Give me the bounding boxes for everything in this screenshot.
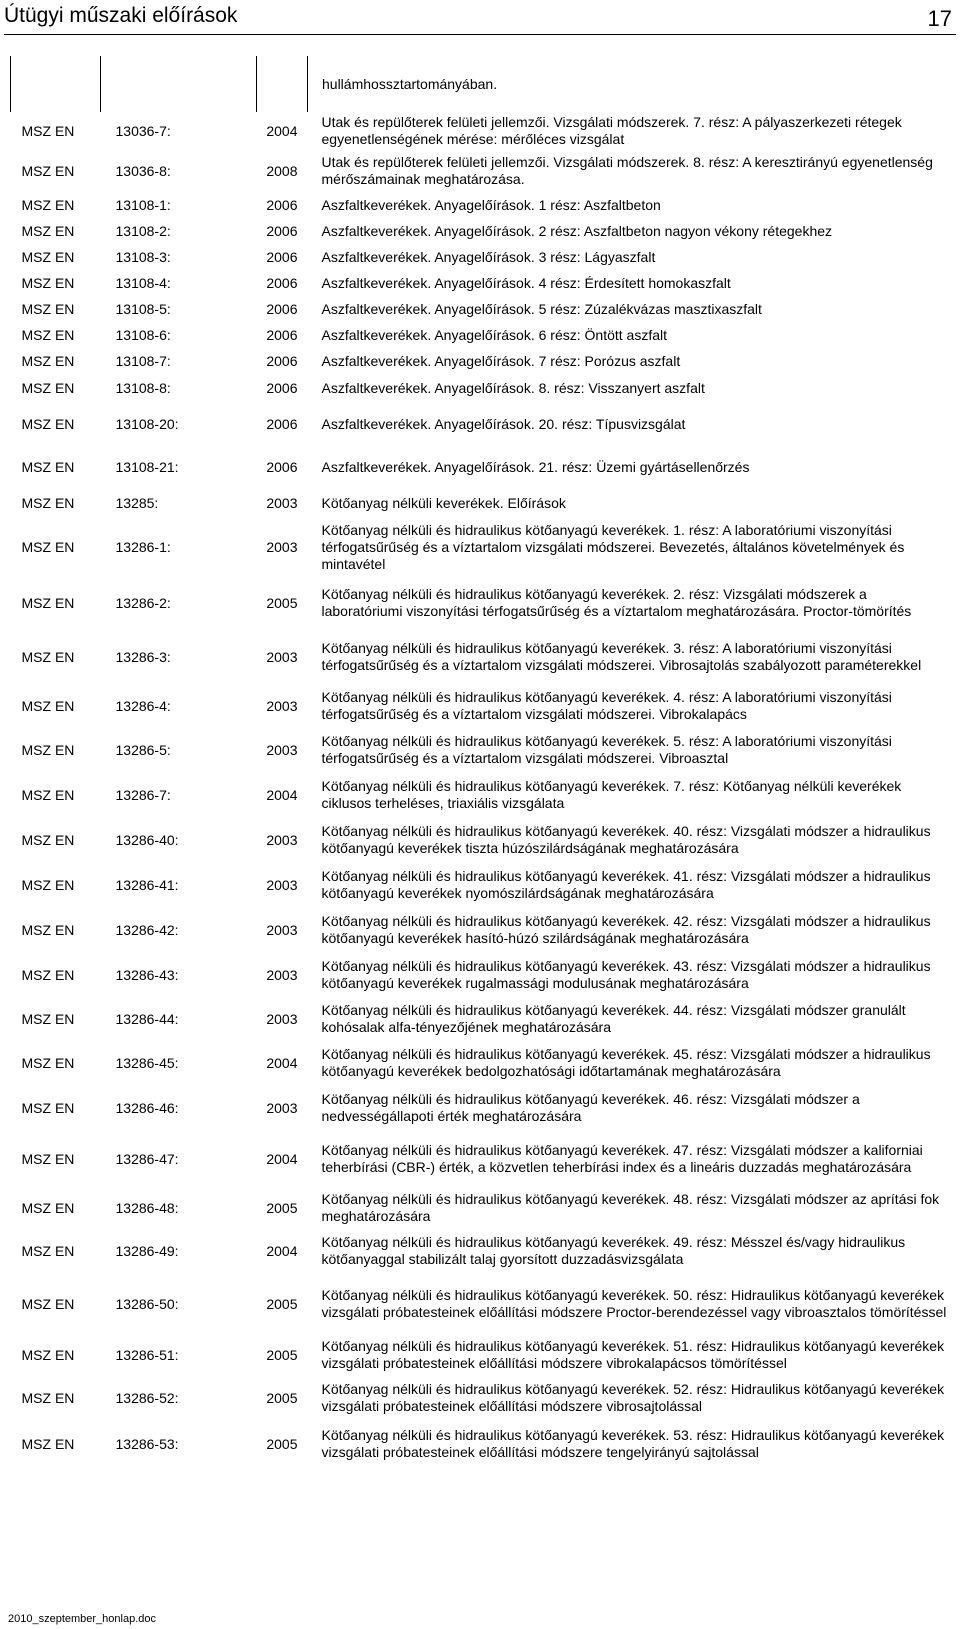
table-row (11, 488, 953, 518)
standard-year: 2005 (266, 1199, 298, 1216)
standard-number: 13286-5: (115, 741, 171, 758)
standard-prefix: MSZ EN (21, 1242, 75, 1259)
table-row (11, 56, 953, 112)
standard-year: 2005 (266, 594, 298, 611)
table-row (11, 322, 953, 348)
table-row (11, 348, 953, 374)
standard-number: 13286-53: (115, 1435, 179, 1452)
table-row (11, 1420, 953, 1468)
standard-prefix: MSZ EN (21, 1199, 75, 1216)
table-row (11, 862, 953, 908)
standard-description: Kötőanyag nélküli és hidraulikus kötőanyagú keverékek. 53. rész: Hidraulikus kötőanyagú keverékek vizsgálati próbatesteinek előállítási módszere tengelyirányú sajtolással (321, 1427, 945, 1460)
standard-description: Aszfaltkeverékek. Anyagelőírások. 4 rész: Érdesített homokaszfalt (321, 274, 731, 291)
table-row (11, 1334, 953, 1376)
table-row (11, 576, 953, 630)
table-row (11, 772, 953, 818)
standard-description: Kötőanyag nélküli és hidraulikus kötőanyagú keverékek. 47. rész: Vizsgálati módszer a kaliforniai teherbírási (CBR-) érték, a közvetlen teherbírási index és a lineáris duzzadás meghatározására (321, 1142, 923, 1175)
standard-number: 13286-49: (115, 1242, 179, 1259)
standard-description: Aszfaltkeverékek. Anyagelőírások. 2 rész: Aszfaltbeton nagyon vékony rétegekhez (321, 222, 833, 239)
standard-description: Kötőanyag nélküli és hidraulikus kötőanyagú keverékek. 5. rész: A laboratóriumi viszonyítási térfogatsűrűség és a víztartalom vizsgálati módszerei. Vibroasztal (321, 733, 892, 766)
standard-number: 13286-40: (115, 831, 179, 848)
standard-number: 13286-45: (115, 1054, 179, 1071)
standard-prefix: MSZ EN (21, 1010, 75, 1027)
table-row (11, 998, 953, 1040)
standard-prefix: MSZ EN (21, 196, 75, 213)
standard-number: 13286-46: (115, 1099, 179, 1116)
standard-description: Aszfaltkeverékek. Anyagelőírások. 7 rész: Porózus aszfalt (321, 352, 681, 369)
standard-prefix: MSZ EN (21, 494, 75, 511)
standard-year: 2003 (266, 648, 298, 665)
standard-number: 13286-2: (115, 594, 171, 611)
standard-year: 2004 (266, 1150, 298, 1167)
standard-year: 2008 (266, 162, 298, 179)
standard-prefix: MSZ EN (21, 1099, 75, 1116)
standard-number: 13286-4: (115, 697, 171, 714)
standard-prefix: MSZ EN (21, 594, 75, 611)
table-row (11, 1130, 953, 1188)
table-row (11, 630, 953, 684)
standard-year: 2003 (266, 494, 298, 511)
standard-year: 2003 (266, 921, 298, 938)
standard-number: 13286-43: (115, 966, 179, 983)
standard-prefix: MSZ EN (21, 300, 75, 317)
table-row (11, 952, 953, 998)
standard-number: 13286-44: (115, 1010, 179, 1027)
standard-year: 2003 (266, 697, 298, 714)
page-number: 17 (927, 6, 952, 31)
standard-number: 13286-41: (115, 876, 179, 893)
table-row (11, 270, 953, 296)
standard-description: Kötőanyag nélküli és hidraulikus kötőanyagú keverékek. 50. rész: Hidraulikus kötőanyagú keverékek vizsgálati próbatesteinek előállítási módszere Proctor-berendezéssel vagy vibroasztalos tömörítéssel (321, 1287, 947, 1320)
standard-year: 2005 (266, 1435, 298, 1452)
table-row (11, 1086, 953, 1130)
standard-description: Aszfaltkeverékek. Anyagelőírások. 5 rész: Zúzalékvázas masztixaszfalt (321, 300, 762, 317)
standard-number: 13286-51: (115, 1346, 179, 1363)
standard-year: 2006 (266, 326, 298, 343)
standard-year: 2006 (266, 222, 298, 239)
standard-description: Aszfaltkeverékek. Anyagelőírások. 20. rész: Típusvizsgálat (321, 415, 686, 432)
standard-number: 13286-3: (115, 648, 171, 665)
standard-description: Kötőanyag nélküli és hidraulikus kötőanyagú keverékek. 1. rész: A laboratóriumi viszonyítási térfogatsűrűség és a víztartalom vizsgálati módszerei. Bevezetés, általános követelmények és mintavétel (321, 521, 905, 572)
standard-prefix: MSZ EN (21, 538, 75, 555)
standard-prefix: MSZ EN (21, 1435, 75, 1452)
standard-prefix: MSZ EN (21, 831, 75, 848)
standard-year: 2006 (266, 379, 298, 396)
standard-description: Kötőanyag nélküli keverékek. Előírások (321, 494, 566, 511)
standard-year: 2005 (266, 1389, 298, 1406)
standard-number: 13286-50: (115, 1295, 179, 1312)
standard-prefix: MSZ EN (21, 876, 75, 893)
table-row (11, 1274, 953, 1334)
table-row (11, 192, 953, 218)
table-row (11, 112, 953, 150)
standard-description: Kötőanyag nélküli és hidraulikus kötőanyagú keverékek. 40. rész: Vizsgálati módszer a hidraulikus kötőanyagú keverékek tiszta húzószilárdságának meghatározására (321, 823, 931, 856)
standard-description: Utak és repülőterek felületi jellemzői. Vizsgálati módszerek. 7. rész: A pályaszerkezeti rétegek egyenetlenségének mérése: mérőléces vizsgálat (321, 114, 902, 147)
standard-prefix: MSZ EN (21, 966, 75, 983)
standard-year: 2003 (266, 876, 298, 893)
standard-description: Kötőanyag nélküli és hidraulikus kötőanyagú keverékek. 48. rész: Vizsgálati módszer az aprítási fok meghatározására (321, 1191, 940, 1224)
standard-number: 13108-21: (115, 458, 179, 475)
standard-number: 13108-8: (115, 379, 171, 396)
standard-number: 13108-4: (115, 274, 171, 291)
table-row (11, 818, 953, 862)
standard-number (101, 56, 257, 112)
standard-year: 2006 (266, 458, 298, 475)
standard-year: 2004 (266, 786, 298, 803)
standard-description: Aszfaltkeverékek. Anyagelőírások. 8. rész: Visszanyert aszfalt (321, 379, 705, 396)
standard-prefix: MSZ EN (21, 786, 75, 803)
page-header (4, 2, 956, 35)
standard-year (257, 56, 308, 112)
standard-description: Kötőanyag nélküli és hidraulikus kötőanyagú keverékek. 52. rész: Hidraulikus kötőanyagú keverékek vizsgálati próbatesteinek előállítási módszere vibrosajtolással (321, 1381, 945, 1414)
standard-year: 2004 (266, 122, 298, 139)
standard-prefix: MSZ EN (21, 1295, 75, 1312)
standards-table (10, 56, 952, 1468)
standard-description: Aszfaltkeverékek. Anyagelőírások. 21. rész: Üzemi gyártásellenőrzés (321, 458, 750, 475)
standard-number: 13108-1: (115, 196, 171, 213)
table-row (11, 1228, 953, 1274)
standard-description: Kötőanyag nélküli és hidraulikus kötőanyagú keverékek. 4. rész: A laboratóriumi viszonyítási térfogatsűrűség és a víztartalom vizsgálati módszerei. Vibrokalapács (321, 689, 892, 722)
standard-prefix: MSZ EN (21, 741, 75, 758)
standard-number: 13108-2: (115, 222, 171, 239)
standard-description: Kötőanyag nélküli és hidraulikus kötőanyagú keverékek. 51. rész: Hidraulikus kötőanyagú keverékek vizsgálati próbatesteinek előállítási módszere vibrokalapácsos tömörítéssel (321, 1338, 945, 1371)
standard-year: 2003 (266, 1099, 298, 1116)
standard-description: Aszfaltkeverékek. Anyagelőírások. 3 rész: Lágyaszfalt (321, 248, 656, 265)
standard-year: 2004 (266, 1054, 298, 1071)
table-row (11, 1376, 953, 1420)
table-row (11, 244, 953, 270)
standard-description: Kötőanyag nélküli és hidraulikus kötőanyagú keverékek. 41. rész: Vizsgálati módszer a hidraulikus kötőanyagú keverékek nyomószilárdságának meghatározására (321, 868, 931, 901)
standard-prefix: MSZ EN (21, 352, 75, 369)
standard-year: 2006 (266, 274, 298, 291)
table-row (11, 684, 953, 728)
standard-prefix: MSZ EN (21, 248, 75, 265)
standard-year: 2003 (266, 831, 298, 848)
standard-number: 13286-48: (115, 1199, 179, 1216)
standard-prefix: MSZ EN (21, 326, 75, 343)
standard-prefix: MSZ EN (21, 458, 75, 475)
standard-number: 13108-6: (115, 326, 171, 343)
standard-description: Kötőanyag nélküli és hidraulikus kötőanyagú keverékek. 45. rész: Vizsgálati módszer a hidraulikus kötőanyagú keverékek bedolgozhatósági időtartamának meghatározására (321, 1046, 931, 1079)
standard-year: 2006 (266, 248, 298, 265)
standard-description: Aszfaltkeverékek. Anyagelőírások. 1 rész: Aszfaltbeton (321, 196, 661, 213)
standard-description: Kötőanyag nélküli és hidraulikus kötőanyagú keverékek. 2. rész: Vizsgálati módszerek a laboratóriumi viszonyítási térfogatsűrűség és a víztartalom meghatározására. Proctor-tömörítés (321, 586, 912, 619)
table-row (11, 728, 953, 772)
standard-prefix: MSZ EN (21, 379, 75, 396)
table-row (11, 1188, 953, 1228)
table-row (11, 446, 953, 488)
standard-year: 2006 (266, 352, 298, 369)
standard-number: 13286-47: (115, 1150, 179, 1167)
table-row (11, 1040, 953, 1086)
standard-year: 2003 (266, 741, 298, 758)
standard-prefix: MSZ EN (21, 1054, 75, 1071)
standard-year: 2006 (266, 415, 298, 432)
page-title: Útügyi műszaki előírások (4, 4, 238, 27)
standard-number: 13036-7: (115, 122, 171, 139)
standard-year: 2003 (266, 538, 298, 555)
standard-description: Kötőanyag nélküli és hidraulikus kötőanyagú keverékek. 49. rész: Mésszel és/vagy hidraulikus kötőanyaggal stabilizált talaj gyorsított duzzadásvizsgálata (321, 1234, 906, 1267)
standard-prefix: MSZ EN (21, 222, 75, 239)
table-row (11, 218, 953, 244)
standard-prefix: MSZ EN (21, 415, 75, 432)
standard-prefix (11, 56, 101, 112)
table-row (11, 908, 953, 952)
standard-number: 13108-20: (115, 415, 179, 432)
standard-description: hullámhossztartományában. (322, 75, 498, 92)
standard-prefix: MSZ EN (21, 648, 75, 665)
standard-number: 13286-7: (115, 786, 171, 803)
standard-description: Kötőanyag nélküli és hidraulikus kötőanyagú keverékek. 3. rész: A laboratóriumi viszonyítási térfogatsűrűség és a víztartalom vizsgálati módszerei. Vibrosajtolás szabályozott paraméterekkel (321, 640, 922, 673)
standard-prefix: MSZ EN (21, 1346, 75, 1363)
standard-description: Kötőanyag nélküli és hidraulikus kötőanyagú keverékek. 7. rész: Kötőanyag nélküli keverékek ciklusos terheléses, triaxiális vizsgálata (321, 778, 902, 811)
standard-number: 13286-52: (115, 1389, 179, 1406)
table-row (11, 150, 953, 192)
standard-number: 13108-5: (115, 300, 171, 317)
standard-prefix: MSZ EN (21, 122, 75, 139)
standard-year: 2005 (266, 1346, 298, 1363)
standard-number: 13286-1: (115, 538, 171, 555)
standard-number: 13108-7: (115, 352, 171, 369)
standard-number: 13286-42: (115, 921, 179, 938)
standard-description: Kötőanyag nélküli és hidraulikus kötőanyagú keverékek. 43. rész: Vizsgálati módszer a hidraulikus kötőanyagú keverékek rugalmassági modulusának meghatározására (321, 958, 931, 991)
table-row (11, 374, 953, 402)
table-row (11, 402, 953, 446)
standard-description: Utak és repülőterek felületi jellemzői. Vizsgálati módszerek. 8. rész: A keresztirányú egyenetlenség mérőszámainak meghatározása. (321, 154, 933, 187)
standard-prefix: MSZ EN (21, 1150, 75, 1167)
footer-filename: 2010_szeptember_honlap.doc (8, 1613, 157, 1625)
table-row (11, 518, 953, 576)
standard-year: 2005 (266, 1295, 298, 1312)
standard-year: 2004 (266, 1242, 298, 1259)
standard-number: 13285: (115, 494, 159, 511)
standard-description: Kötőanyag nélküli és hidraulikus kötőanyagú keverékek. 46. rész: Vizsgálati módszer a nedvességállapoti érték meghatározására (321, 1091, 860, 1124)
standards-table-body (11, 56, 953, 1468)
standard-number: 13108-3: (115, 248, 171, 265)
standard-year: 2006 (266, 196, 298, 213)
standard-number: 13036-8: (115, 162, 171, 179)
standard-prefix: MSZ EN (21, 697, 75, 714)
standard-prefix: MSZ EN (21, 1389, 75, 1406)
standard-prefix: MSZ EN (21, 274, 75, 291)
standard-prefix: MSZ EN (21, 921, 75, 938)
standard-description: Aszfaltkeverékek. Anyagelőírások. 6 rész: Öntött aszfalt (321, 326, 667, 343)
standard-description: Kötőanyag nélküli és hidraulikus kötőanyagú keverékek. 42. rész: Vizsgálati módszer a hidraulikus kötőanyagú keverékek hasító-húzó szilárdságának meghatározására (321, 913, 931, 946)
standard-description: Kötőanyag nélküli és hidraulikus kötőanyagú keverékek. 44. rész: Vizsgálati módszer granulált kohósalak alfa-tényezőjének meghatározására (321, 1002, 906, 1035)
standard-prefix: MSZ EN (21, 162, 75, 179)
table-row (11, 296, 953, 322)
standard-year: 2003 (266, 966, 298, 983)
standard-year: 2003 (266, 1010, 298, 1027)
standard-year: 2006 (266, 300, 298, 317)
